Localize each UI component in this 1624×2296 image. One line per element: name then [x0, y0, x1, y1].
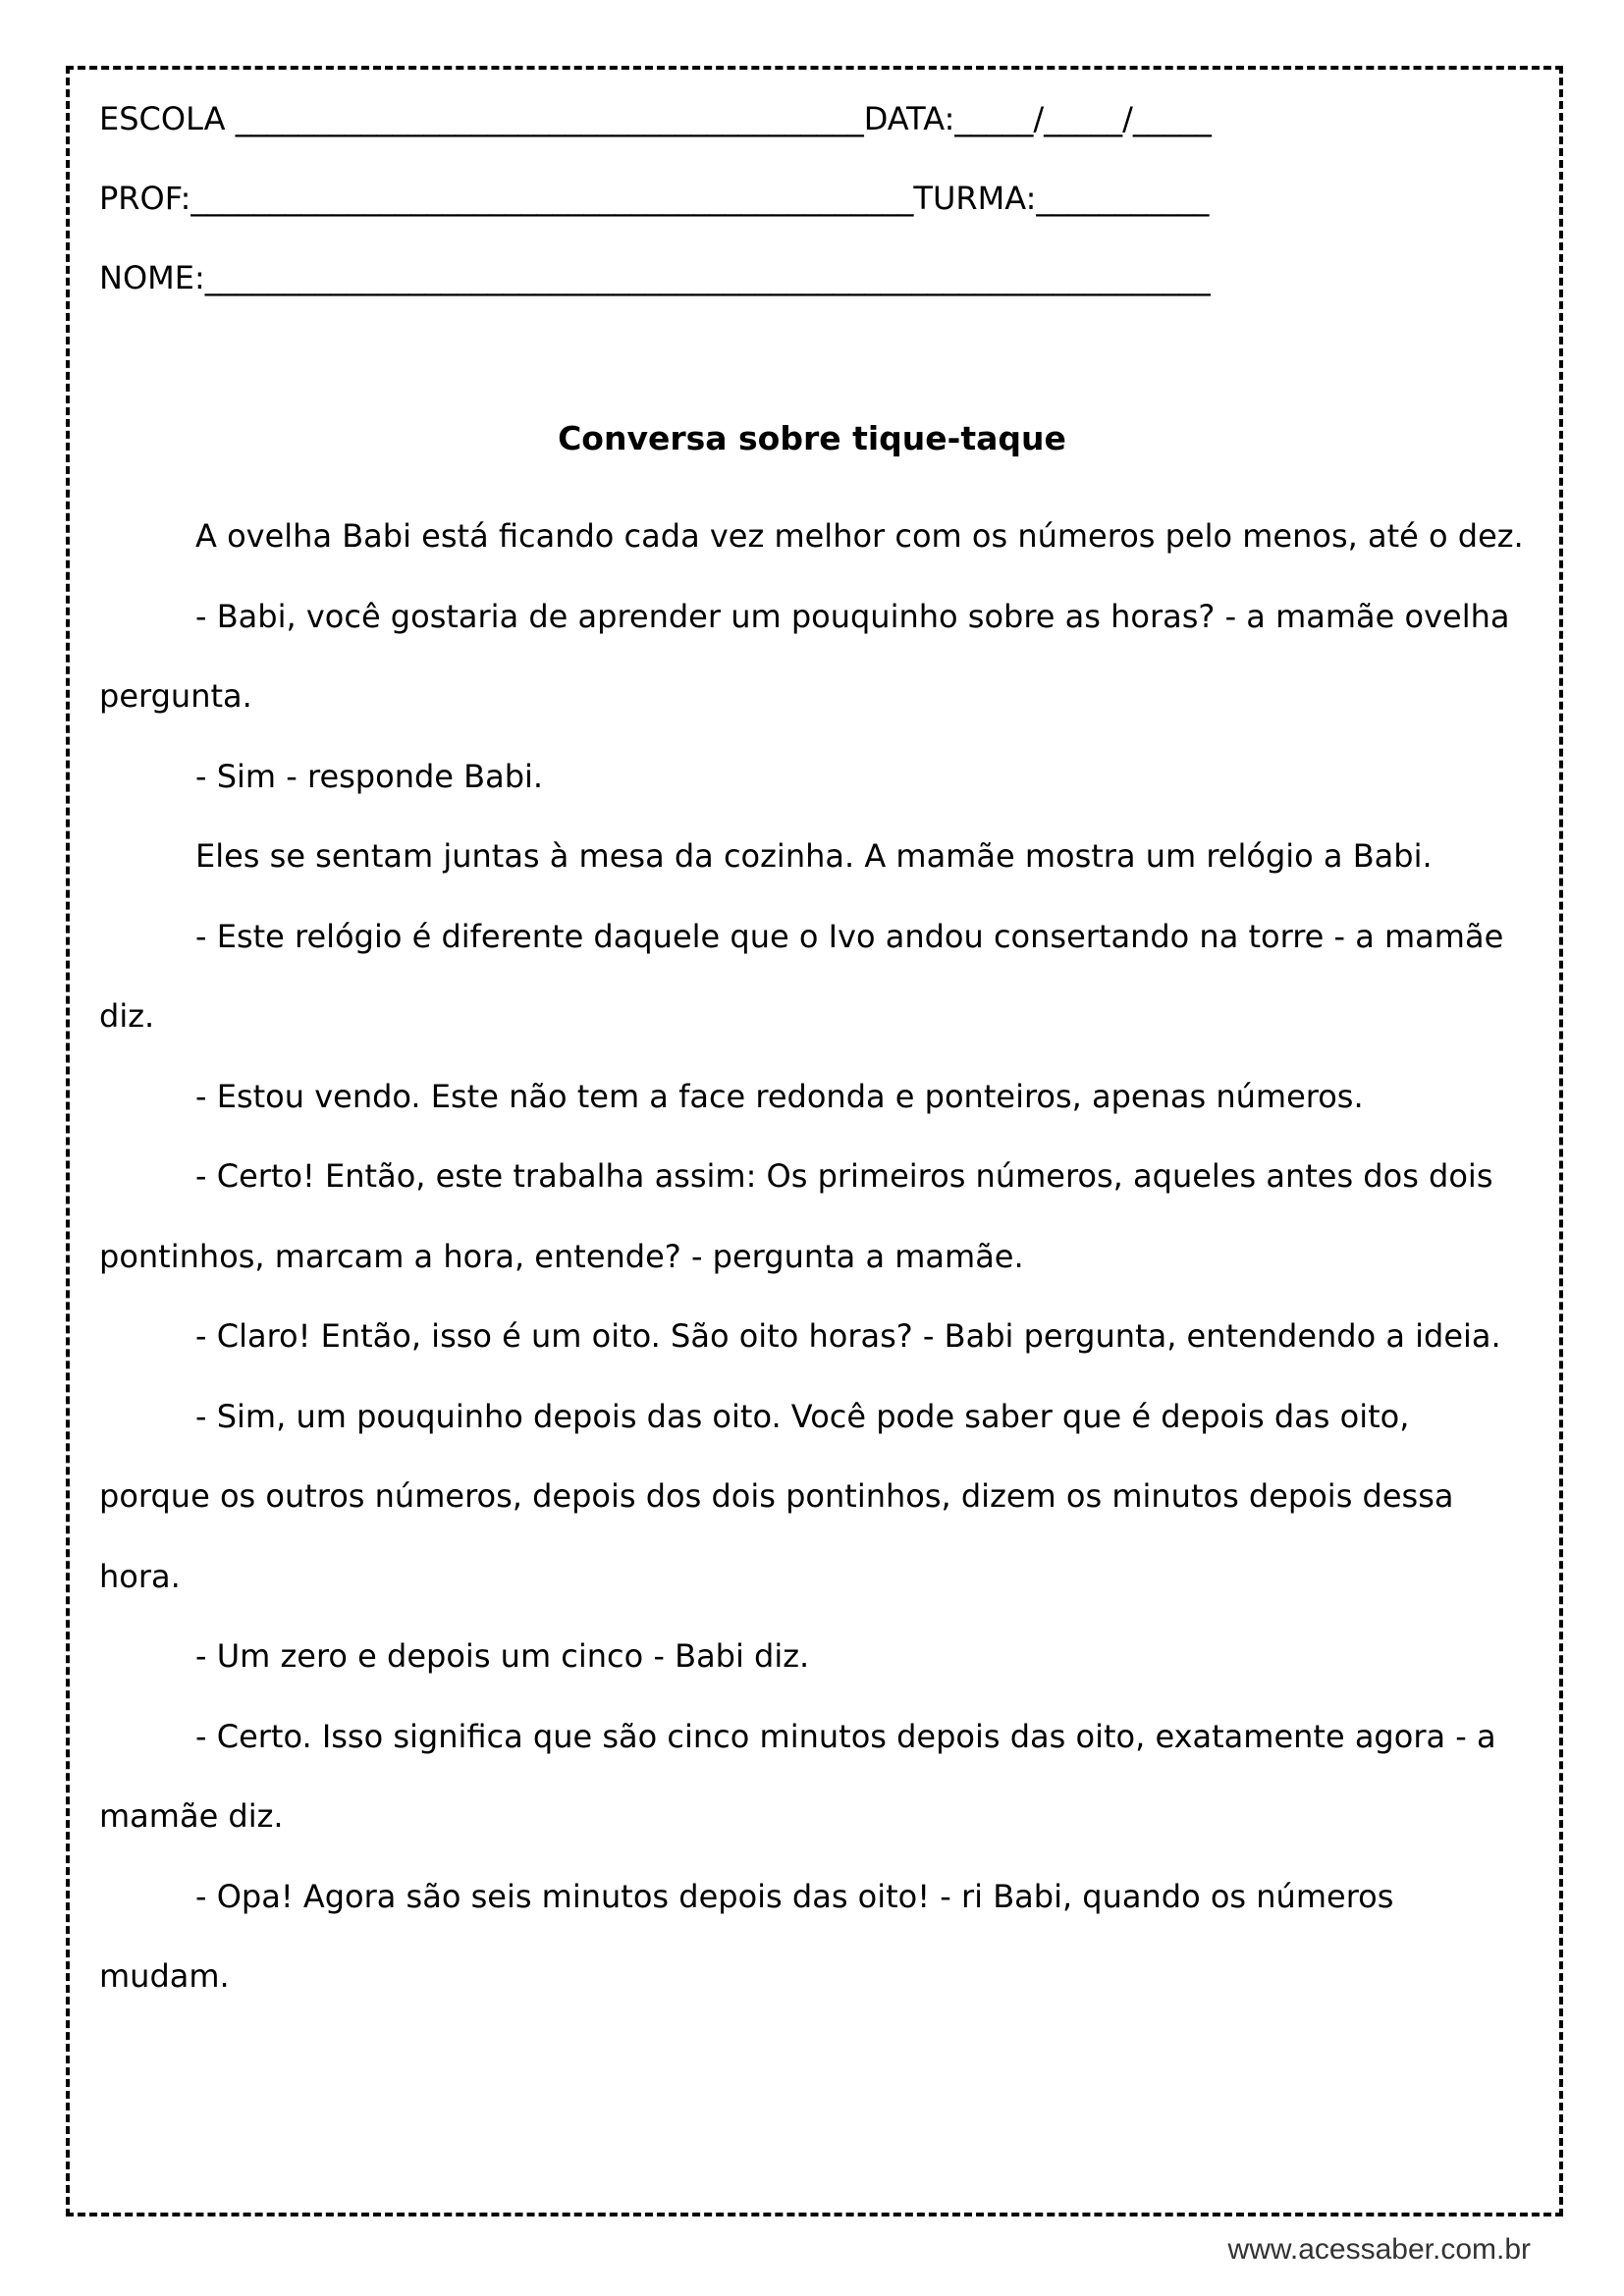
paragraph: - Sim - responde Babi. — [195, 757, 544, 795]
paragraph: - Babi, você gostaria de aprender um pouquinho sobre as horas? - a mamãe ovelha pergunta. — [99, 597, 1510, 715]
story-text — [99, 497, 1529, 2017]
paragraph: Eles se sentam juntas à mesa da cozinha. A mamãe mostra um relógio a Babi. — [195, 837, 1433, 875]
paragraph: - Estou vendo. Este não tem a face redonda e ponteiros, apenas números. — [195, 1077, 1364, 1115]
teacher-class-line: PROF:______________________________________________TURMA:___________ — [99, 180, 1210, 217]
paragraph: - Este relógio é diferente daquele que o Ivo andou consertando na torre - a mamãe diz. — [99, 917, 1504, 1035]
student-name-line: NOME:________________________________________________________________ — [99, 259, 1211, 296]
paragraph: - Sim, um pouquinho depois das oito. Você pode saber que é depois das oito, porque os outros números, depois dos dois pontinhos, dizem os minutos depois dessa hora. — [99, 1397, 1454, 1595]
school-date-line: ESCOLA ________________________________________DATA:_____/_____/_____ — [99, 100, 1212, 137]
paragraph: - Opa! Agora são seis minutos depois das oito! - ri Babi, quando os números mudam. — [99, 1877, 1394, 1995]
website-footer: www.acessaber.com.br — [1227, 2233, 1531, 2266]
paragraph: - Certo. Isso significa que são cinco minutos depois das oito, exatamente agora - a mamãe diz. — [99, 1717, 1496, 1835]
paragraph: - Certo! Então, este trabalha assim: Os primeiros números, aqueles antes dos dois pontinhos, marcam a hora, entende? - pergunta a mamãe. — [99, 1157, 1493, 1275]
paragraph: - Claro! Então, isso é um oito. São oito horas? - Babi pergunta, entendendo a ideia. — [195, 1317, 1501, 1355]
story-title: Conversa sobre tique-taque — [558, 419, 1066, 457]
paragraph: - Um zero e depois um cinco - Babi diz. — [195, 1637, 810, 1675]
paragraph: A ovelha Babi está ficando cada vez melhor com os números pelo menos, até o dez. — [195, 517, 1524, 555]
